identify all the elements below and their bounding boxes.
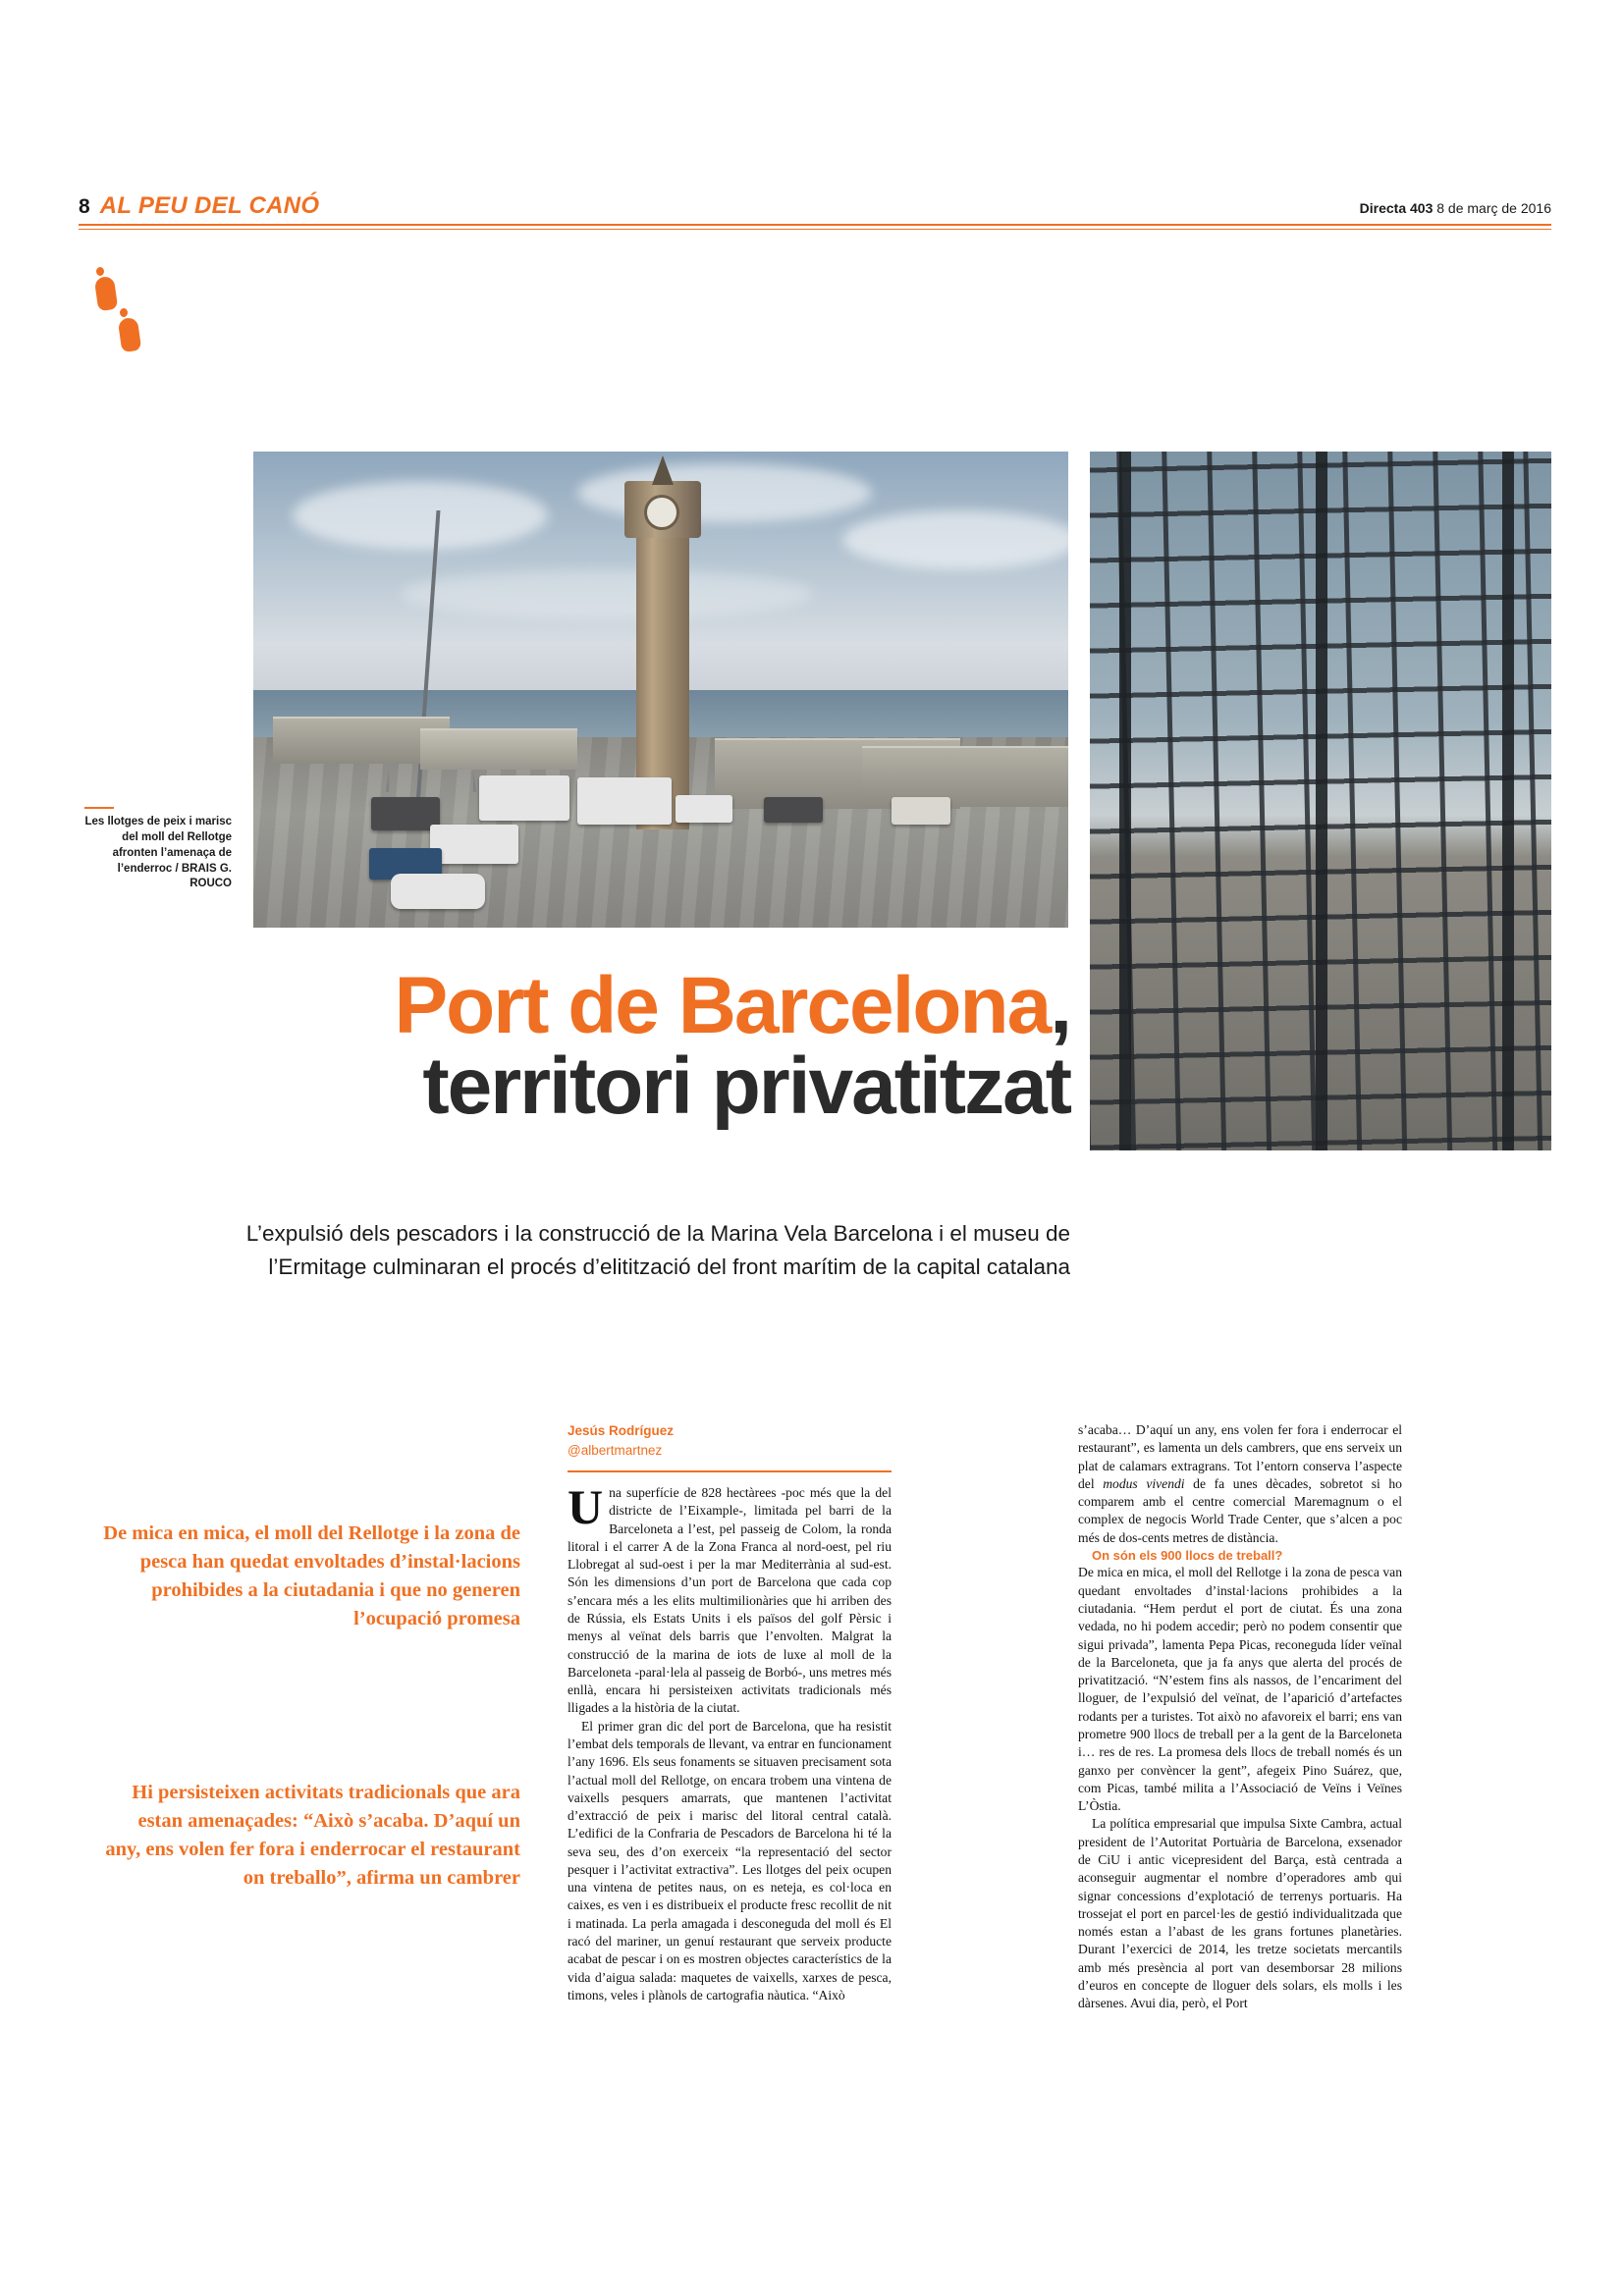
footprint-toe-left — [96, 267, 104, 276]
car — [892, 797, 950, 825]
byline-handle[interactable]: @albertmartnez — [568, 1442, 663, 1458]
headline-line-1-text: Port de Barcelona — [394, 961, 1051, 1050]
paragraph — [568, 1479, 892, 1718]
fence-post — [1119, 452, 1131, 1150]
cloud-shape — [577, 463, 872, 522]
pullquote-1: De mica en mica, el moll del Rellotge i la zona de pesca han quedat envoltades d’instal·lacions prohibides a la ciutadania i que no generen l’ocupació promesa — [103, 1522, 520, 1630]
byline — [568, 1421, 892, 1460]
caption-text: Les llotges de peix i marisc del moll del Rellotge afronten l’amenaça de l’enderroc — [84, 816, 232, 875]
body-column-right — [1078, 1421, 1402, 2012]
truck — [479, 775, 569, 821]
drop-cap: U — [568, 1479, 604, 1534]
section-title: AL PEU DEL CANÓ — [99, 192, 320, 219]
article-headline — [79, 961, 1070, 1132]
headline-line-1 — [79, 961, 1070, 1050]
header-rule-thin — [79, 229, 1551, 230]
page-header — [79, 192, 1551, 220]
warehouse-shed — [420, 728, 577, 770]
masthead-info — [1360, 200, 1551, 216]
fence-photo — [1090, 452, 1551, 1150]
paragraph: El primer gran dic del port de Barcelona, que ha resistit l’embat dels temporals de llevant, va entrar en funcionament l’any 1696. Els seus fonaments se situaven precisament sota l’actual moll del Rellotge, on encara trobem una vintena de vaixells pesquers amarrats, que mantenen l’activitat d’extracció de peix i marisc del litoral central català. L’edifici de la Confraria de Pescadors de Barcelona hi té la seva seu, des d’on exerceix “la representació del sector pesquer i l’activitat extractiva”. Les llotges del peix ocupen una vintena de petites naus, on es neteja, es col·loca en caixes, es ven i es distribueix el producte fresc recollit de nit i matinada. La perla amagada i desconeguda del moll és El racó del mariner, un genuí restaurant que serveix producte acabat de pescar i on es mostren objectes característics de la vida d’aigua salada: maquetes de vaixells, xarxes de pesca, timons, veles i plànols de cartografia nàutica. “Això — [568, 1718, 892, 2002]
cloud-shape — [842, 510, 1068, 569]
fence-post — [1316, 452, 1327, 1150]
clock-face-icon — [644, 495, 679, 530]
byline-rule — [568, 1470, 892, 1472]
headline-comma: , — [1050, 961, 1070, 1050]
masthead-title: Directa 403 — [1359, 200, 1434, 216]
footprint-shape-left — [94, 276, 119, 311]
caption-rule — [84, 807, 114, 809]
issue-date: 8 de març de 2016 — [1436, 200, 1551, 216]
car — [391, 874, 485, 909]
body-column-middle — [568, 1479, 892, 2004]
section-subheading: On són els 900 llocs de treball? — [1092, 1547, 1283, 1563]
article-subhead: L’expulsió dels pescadors i la construcció de la Marina Vela Barcelona i el museu de l’Ermitage culminaran el procés d’elitització del front marítim de la capital catalana — [245, 1221, 1070, 1279]
pullquote-2: Hi persisteixen activitats tradicionals que ara estan amenaçades: “Això s’acaba. D’aquí un any, ens volen fer fora i enderrocar el restaurant on treballo”, afirma un cambrer — [105, 1782, 520, 1890]
footprints-icon — [94, 267, 153, 385]
photo-credit: / BRAIS G. ROUCO — [175, 862, 232, 890]
main-photo — [253, 452, 1068, 928]
photo-caption — [84, 815, 232, 892]
fence-post — [1502, 452, 1514, 1150]
car — [676, 795, 732, 823]
byline-author: Jesús Rodríguez — [568, 1423, 675, 1438]
footprint-toe-right — [120, 308, 128, 317]
page-number: 8 — [79, 195, 90, 218]
truck — [577, 777, 672, 825]
paragraph: De mica en mica, el moll del Rellotge i la zona de pesca van quedant envoltades d’instal·lacions prohibides a la ciutadania. “Hem perdut el port de ciutat. És una zona vedada, no hi podem accedir; però no podem consentir que sigui privada”, lamenta Pepa Picas, reconeguda líder veïnal de la Barceloneta, que ja fa anys que alerta del procés de privatització. “N’estem fins als nassos, de l’encariment del lloguer, de l’expulsió del veïnat, de l’aparició d’artefactes rodants per a turistes. Tot això no afavoreix el barri; ens van prometre 900 llocs de treball per a la gent de la Barceloneta i… res de res. La promesa dels llocs de treball només és un ganxo per convèncer la gent”, afegeix Pino Suárez, que, com Picas, també milita a l’Associació de Veïns i Veïnes L’Òstia. — [1078, 1565, 1402, 1814]
header-rule — [79, 224, 1551, 226]
paragraph-text: na superfície de 828 hectàrees -poc més que la del districte de l’Eixample-, limitada pel barri de la Barceloneta a l’est, pel passeig de Colom, la ronda litoral i el carrer A de la Zona Franca al nord-oest, pel riu Llobregat al sud-oest i per la mar Mediterrània al sud-est. Són les dimensions d’un port de Barcelona que cada cop s’encara més a les elits multimilionàries que hi arriben des de Rússia, els Estats Units i els països del golf Pèrsic i menys al veïnat dels barris que l’envolten. Malgrat la construcció de la marina de iots de luxe al moll de la Barceloneta -paral·lela al passeig de Borbó-, uns metres més enllà, encara hi persisteixen activitats tradicionals més lligades a la història de la ciutat. — [568, 1485, 892, 1716]
paragraph: La política empresarial que impulsa Sixte Cambra, actual president de l’Autoritat Portuària de Barcelona, exsenador de CiU i antic vicepresident del Barça, està centrada a aconseguir augmentar el nombre d’operadores amb qui signar concessions d’explotació de terrenys portuaris. Ha trossejat el port en parcel·les de gestió individualitzada que només estan a l’abast de les grans fortunes planetàries. Durant l’exercici de 2014, les tretze societats mercantils amb més presència al port van desemborsar 28 milions d’euros en concepte de lloguer dels solars, els molls i les dàrsenes. Avui dia, però, el Port — [1078, 1816, 1402, 2011]
car — [764, 797, 823, 823]
headline-line-2: territori privatitzat — [422, 1041, 1070, 1132]
van — [430, 825, 518, 864]
paragraph: s’acaba… D’aquí un any, ens volen fer fora i enderrocar el restaurant”, es lamenta un dels cambrers, que ens serveix un plat de calamars extragrans. Tot l’entorn conserva l’aspecte del modus vivendi de fa unes dècades, sobretot si ho comparem amb el centre comercial Maremagnum o el complex de negocis World Trade Center, que s’alcen a poc més de dos-cents metres de distància. — [1078, 1422, 1402, 1545]
clock-tower-spire — [652, 455, 674, 485]
footprint-shape-right — [118, 317, 142, 352]
